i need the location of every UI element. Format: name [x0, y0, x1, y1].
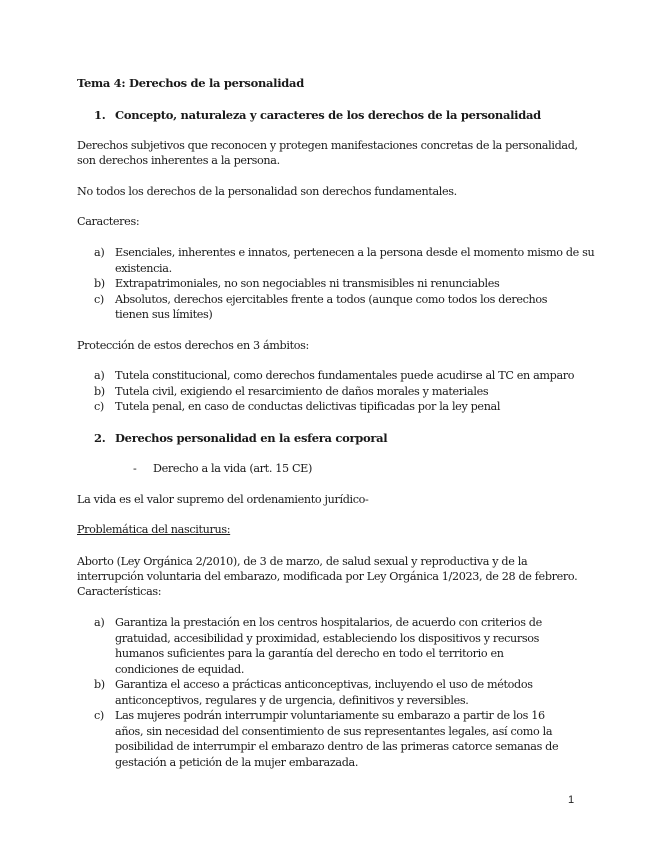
list-item — [94, 368, 604, 384]
section-1-title: Concepto, naturaleza y caracteres de los derechos de la personalidad — [115, 108, 541, 122]
list-item — [94, 245, 604, 276]
dash-item-text: Derecho a la vida (art. 15 CE) — [153, 462, 313, 475]
list-marker: c) — [94, 292, 104, 306]
section-2-number: 2. — [94, 431, 106, 445]
list-marker: a) — [94, 369, 105, 382]
dash-marker: - — [133, 462, 137, 475]
list-item — [94, 677, 561, 708]
paragraph-line: interrupción voluntaria del embarazo, modificada por Ley Orgánica 1/2023, de 28 de febrero. — [77, 570, 578, 583]
list-marker: b) — [94, 678, 105, 691]
list-marker: c) — [94, 400, 104, 413]
caracteres-list — [94, 245, 604, 323]
list-item — [94, 292, 567, 323]
list-marker: a) — [94, 246, 105, 259]
list-marker: c) — [94, 709, 104, 722]
list-marker: b) — [94, 277, 105, 290]
list-item — [94, 708, 561, 770]
page-number: 1 — [568, 794, 575, 806]
list-item-text: Garantiza la prestación en los centros hospitalarios, de acuerdo con criterios de gratuidad, accesibilidad y proximidad, estableciendo los dispositivos y recursos humanos suficientes para la garantía del derecho en todo el territorio en condiciones de equidad. — [115, 616, 542, 676]
list-marker: a) — [94, 616, 105, 629]
list-item-text: Esenciales, inherentes e innatos, pertenecen a la persona desde el momento mismo de su existencia. — [115, 246, 595, 275]
page-title: Tema 4: Derechos de la personalidad — [77, 76, 304, 90]
subheading-nasciturus: Problemática del nasciturus: — [77, 523, 231, 536]
paragraph-line: son derechos inherentes a la persona. — [77, 154, 280, 167]
paragraph: La vida es el valor supremo del ordenamiento jurídico- — [77, 493, 369, 506]
section-1-number: 1. — [94, 108, 106, 122]
caracteres-label: Caracteres: — [77, 215, 140, 228]
list-item — [94, 399, 604, 415]
paragraph-line: Aborto (Ley Orgánica 2/2010), de 3 de marzo, de salud sexual y reproductiva y de la — [77, 555, 528, 568]
list-item-text: Tutela penal, en caso de conductas delictivas tipificadas por la ley penal — [115, 400, 501, 413]
list-item-text: Absolutos, derechos ejercitables frente a todos (aunque como todos los derechos tienen sus límites) — [115, 292, 548, 321]
list-item-text: Tutela constitucional, como derechos fundamentales puede acudirse al TC en amparo — [115, 369, 575, 382]
list-item — [94, 384, 604, 400]
section-2-title: Derechos personalidad en la esfera corporal — [115, 431, 388, 445]
list-item — [94, 276, 604, 292]
list-item-text: Las mujeres podrán interrumpir voluntariamente su embarazo a partir de los 16 años, sin necesidad del consentimiento de sus representantes legales, así como la posibilidad de interrumpir el embarazo dentro de las primeras catorce semanas de gestación a petición de la mujer embarazada. — [115, 709, 559, 769]
caracteristicas-list — [94, 615, 590, 770]
list-item-text: Extrapatrimoniales, no son negociables ni transmisibles ni renunciables — [115, 277, 500, 290]
list-item — [94, 615, 561, 677]
paragraph: No todos los derechos de la personalidad son derechos fundamentales. — [77, 185, 457, 198]
paragraph-line: Derechos subjetivos que reconocen y protegen manifestaciones concretas de la personalidad, — [77, 139, 578, 152]
proteccion-label: Protección de estos derechos en 3 ámbitos: — [77, 339, 309, 352]
section-2-heading — [94, 431, 387, 447]
list-item-text: Tutela civil, exigiendo el resarcimiento de daños morales y materiales — [115, 384, 489, 398]
proteccion-list — [94, 368, 604, 415]
paragraph-line: Características: — [77, 585, 162, 598]
list-marker: b) — [94, 384, 105, 398]
dash-item — [133, 461, 312, 477]
section-1-heading — [94, 108, 541, 124]
list-item-text: Garantiza el acceso a prácticas anticonceptivas, incluyendo el uso de métodos anticonceptivos, regulares y de urgencia, definitivos y reversibles. — [115, 678, 533, 707]
